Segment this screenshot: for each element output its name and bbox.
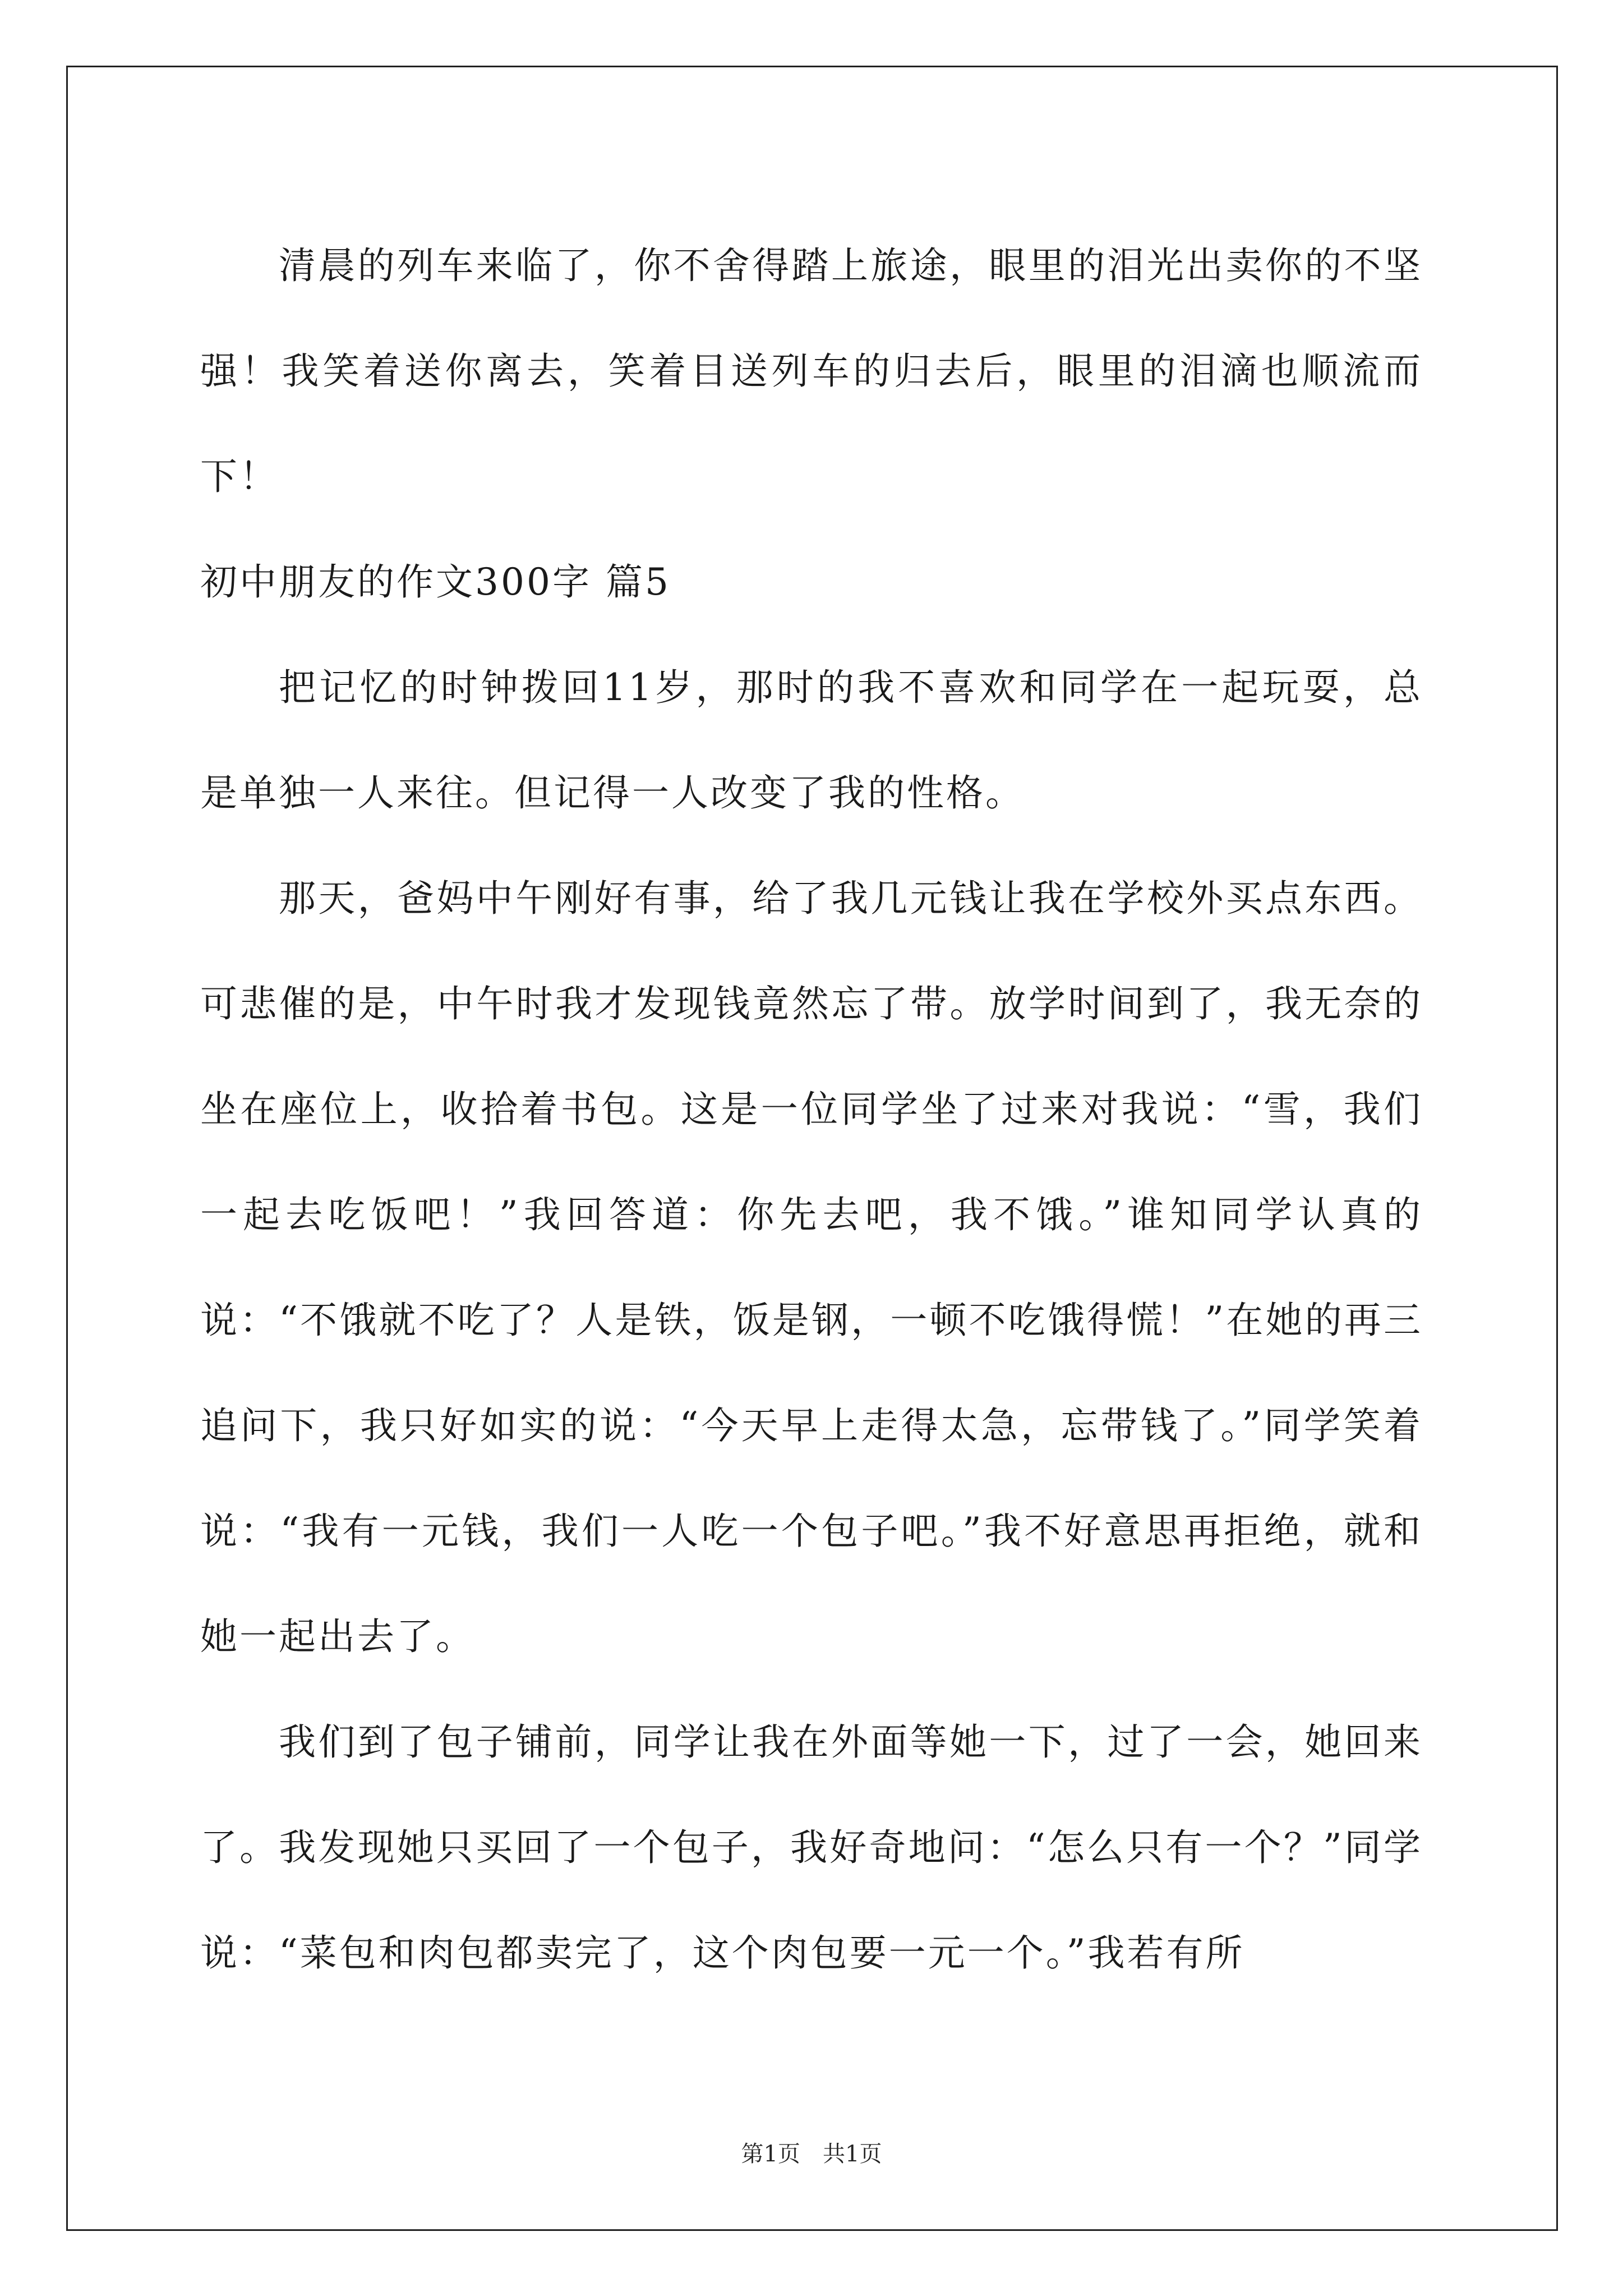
- paragraph-2: 把记忆的时钟拨回11岁，那时的我不喜欢和同学在一起玩耍，总是单独一人来往。但记得一人改变了我的性格。: [200, 666, 1423, 815]
- page-number-footer: 第1页 共1页: [741, 2141, 882, 2167]
- paragraph-4: 我们到了包子铺前，同学让我在外面等她一下，过了一会，她回来了。我发现她只买回了一个包子，我好奇地问：“怎么只有一个？”同学说：“菜包和肉包都卖完了，这个肉包要一元一个。”我若有所: [200, 1720, 1423, 1975]
- document-body: [200, 213, 1423, 2006]
- paragraph-1: 清晨的列车来临了，你不舍得踏上旅途，眼里的泪光出卖你的不坚强！我笑着送你离去，笑着目送列车的归去后，眼里的泪滴也顺流而下！: [200, 244, 1423, 498]
- paragraph-3: 那天，爸妈中午刚好有事，给了我几元钱让我在学校外买点东西。可悲催的是，中午时我才发现钱竟然忘了带。放学时间到了，我无奈的坐在座位上，收拾着书包。这是一位同学坐了过来对我说：“雪，我们一起去吃饭吧！”我回答道：你先去吧，我不饿。”谁知同学认真的说：“不饿就不吃了？人是铁，饭是钢，一顿不吃饿得慌！”在她的再三追问下，我只好如实的说：“今天早上走得太急，忘带钱了。”同学笑着说：“我有一元钱，我们一人吃一个包子吧。”我不好意思再拒绝，就和她一起出去了。: [200, 877, 1423, 1658]
- section-heading: 初中朋友的作文300字 篇5: [200, 560, 671, 604]
